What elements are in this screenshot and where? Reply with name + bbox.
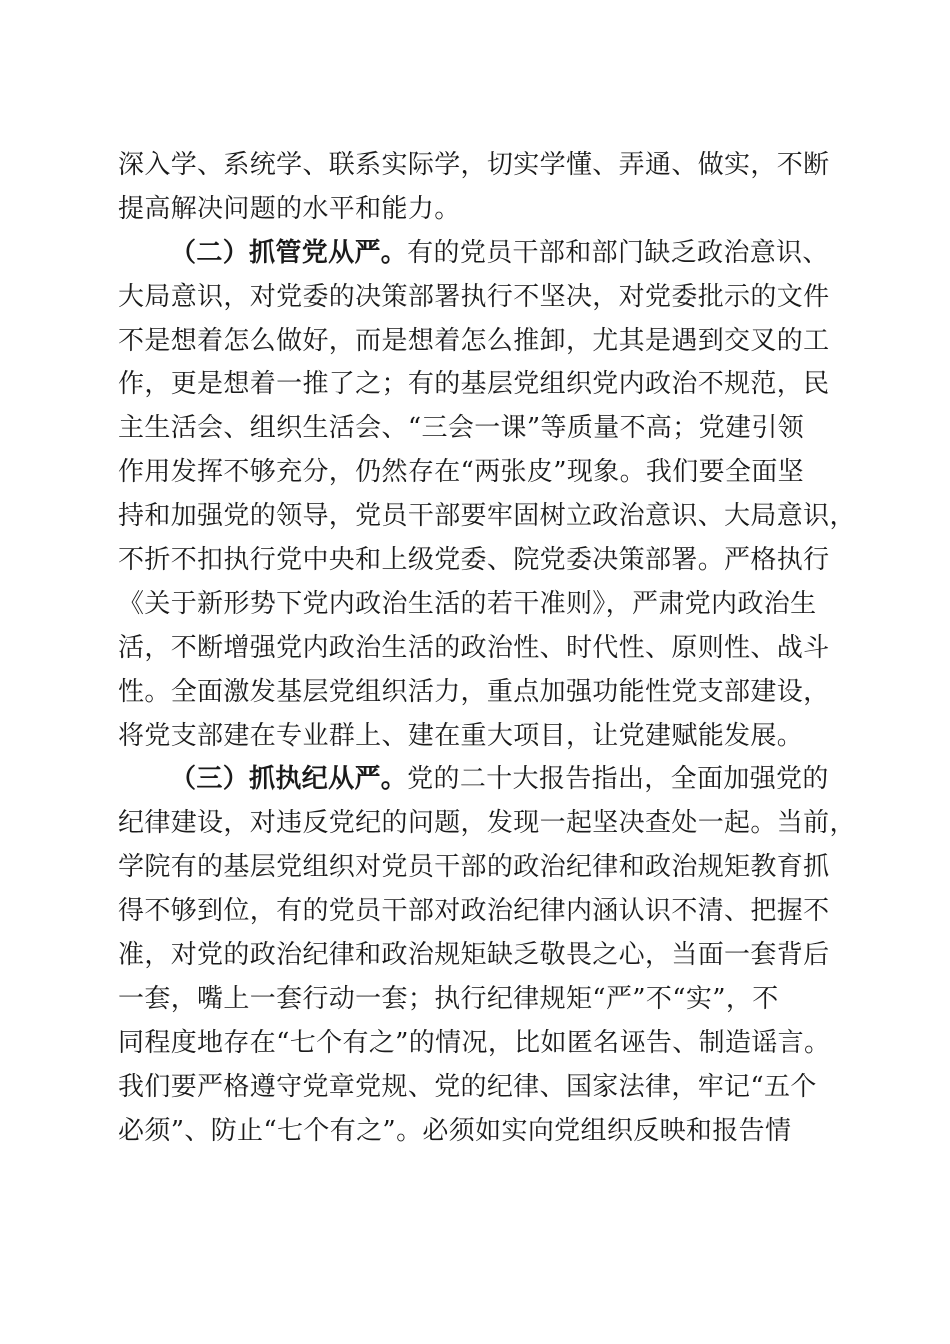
text-line: 作用发挥不够充分，仍然存在“两张皮”现象。我们要全面坚 xyxy=(118,457,805,488)
text-line: 准，对党的政治纪律和政治规矩缺乏敬畏之心，当面一套背后 xyxy=(118,940,830,971)
text-line: 一套，嘴上一套行动一套；执行纪律规矩“严”不“实”，不 xyxy=(118,983,779,1014)
text-line: 活，不断增强党内政治生活的政治性、时代性、原则性、战斗 xyxy=(118,632,830,663)
text-line: 大局意识，对党委的决策部署执行不坚决，对党委批示的文件 xyxy=(118,281,830,312)
section-3-text: 党的二十大报告指出，全面加强党的 xyxy=(407,764,829,795)
section-2-heading: （二）抓管党从严。 xyxy=(170,237,408,268)
text-line: 我们要严格遵守党章党规、党的纪律、国家法律，牢记“五个 xyxy=(118,1071,817,1102)
text-line: 学院有的基层党组织对党员干部的政治纪律和政治规矩教育抓 xyxy=(118,852,830,883)
text-line: 主生活会、组织生活会、“三会一课”等质量不高；党建引领 xyxy=(118,413,805,444)
text-line: 深入学、系统学、联系实际学，切实学懂、弄通、做实，不断 xyxy=(118,150,830,180)
text-line: 作，更是想着一推了之；有的基层党组织党内政治不规范，民 xyxy=(118,369,830,400)
text-line: 必须”、防止“七个有之”。必须如实向党组织反映和报告情 xyxy=(118,1115,792,1146)
text-line: 《关于新形势下党内政治生活的若干准则》，严肃党内政治生 xyxy=(118,588,817,619)
body-text xyxy=(118,144,856,1153)
section-3-heading: （三）抓执纪从严。 xyxy=(170,764,408,795)
text-line: 同程度地存在“七个有之”的情况，比如匿名诬告、制造谣言。 xyxy=(118,1027,831,1058)
text-line: 提高解决问题的水平和能力。 xyxy=(118,193,461,224)
text-line: 性。全面激发基层党组织活力，重点加强功能性党支部建设， xyxy=(118,676,830,707)
text-line: 不是想着怎么做好，而是想着怎么推卸，尤其是遇到交叉的工 xyxy=(118,325,830,356)
text-line: 持和加强党的领导，党员干部要牢固树立政治意识、大局意识， xyxy=(118,501,856,532)
section-2-text: 有的党员干部和部门缺乏政治意识、 xyxy=(407,237,829,268)
text-line: 不折不扣执行党中央和上级党委、院党委决策部署。严格执行 xyxy=(118,545,830,576)
text-line: 将党支部建在专业群上、建在重大项目，让党建赋能发展。 xyxy=(118,720,804,751)
section-3-opening-line xyxy=(118,758,838,802)
text-line: 纪律建设，对违反党纪的问题，发现一起坚决查处一起。当前， xyxy=(118,808,856,839)
section-2-opening-line xyxy=(118,232,838,276)
text-line: 得不够到位，有的党员干部对政治纪律内涵认识不清、把握不 xyxy=(118,896,830,927)
